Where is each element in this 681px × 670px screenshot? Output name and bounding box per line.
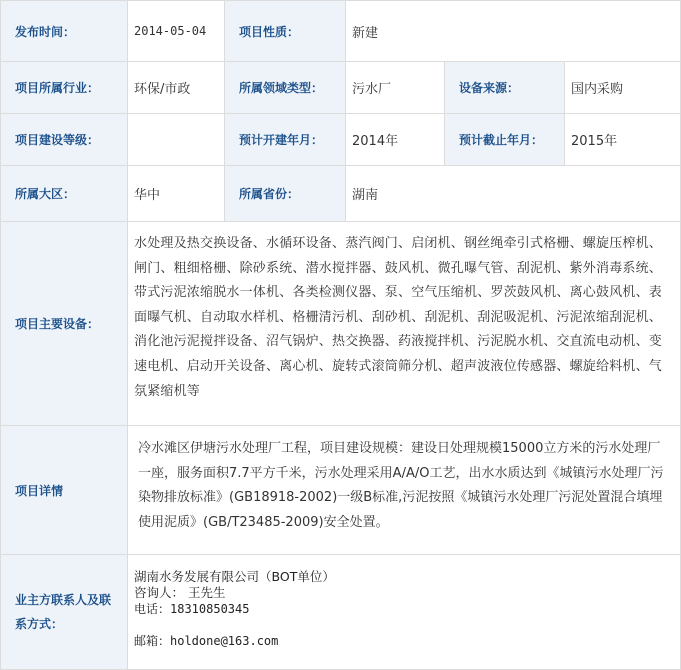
contact-label-line2: 系方式： [15,617,64,631]
province-value: 湖南 [345,165,681,222]
details-label: 项目详情 [0,425,128,555]
publish-time-label: 发布时间： [0,0,128,62]
publish-time-value: 2014-05-04 [127,0,225,62]
project-nature-value: 新建 [345,0,681,62]
construction-level-label: 项目建设等级： [0,113,128,166]
planned-start-label: 预计开建年月： [224,113,346,166]
planned-end-value: 2015年 [564,113,681,166]
details-text: 冷水滩区伊塘污水处理厂工程，项目建设规模：建设日处理规模15000立方米的污水处理厂一座，服务面积7.7平方千米，污水处理采用A/A/O工艺，出水水质达到《城镇污水处理厂污染物排放标准》(GB18918-2002)一级B标准,污泥按照《城镇污水处理厂污泥处置混合填埋使用泥质》(GB/T23485-2009)安全处置。 [127,425,681,555]
equipment-source-label: 设备来源： [444,61,565,114]
equipment-text: 水处理及热交换设备、水循环设备、蒸汽阀门、启闭机、钢丝绳牵引式格栅、螺旋压榨机、闸门、粗细格栅、除砂系统、潜水搅拌器、鼓风机、微孔曝气管、刮泥机、紫外消毒系统、带式污泥浓缩脱水一体机、各类检测仪器、泵、空气压缩机、罗茨鼓风机、离心鼓风机、表面曝气机、自动取水样机、格栅清污机、刮砂机、刮泥机、刮泥吸泥机、污泥浓缩刮泥机、消化池污泥搅拌设备、沼气锅炉、热交换器、药液搅拌机、污泥脱水机、交直流电动机、变速电机、启动开关设备、离心机、旋转式滚筒筛分机、超声波液位传感器、螺旋给料机、气氛紧缩机等 [127,221,681,426]
contact-label-line1: 业主方联系人及联 [15,593,112,607]
region-value: 华中 [127,165,225,222]
contact-consultant: 咨询人： 王先生 [134,585,226,600]
contact-phone: 电话：18310850345 [134,602,250,616]
domain-type-value: 污水厂 [345,61,445,114]
planned-end-label: 预计截止年月： [444,113,565,166]
contact-label [0,554,128,670]
equipment-label: 项目主要设备： [0,221,128,426]
province-label: 所属省份： [224,165,346,222]
contact-company: 湖南水务发展有限公司（BOT单位） [134,569,335,584]
industry-label: 项目所属行业： [0,61,128,114]
planned-start-value: 2014年 [345,113,445,166]
industry-value: 环保/市政 [127,61,225,114]
contact-email: 邮箱：holdone@163.com [134,634,279,648]
domain-type-label: 所属领域类型： [224,61,346,114]
construction-level-value [127,113,225,166]
equipment-source-value: 国内采购 [564,61,681,114]
contact-details [127,554,681,670]
region-label: 所属大区： [0,165,128,222]
project-nature-label: 项目性质： [224,0,346,62]
